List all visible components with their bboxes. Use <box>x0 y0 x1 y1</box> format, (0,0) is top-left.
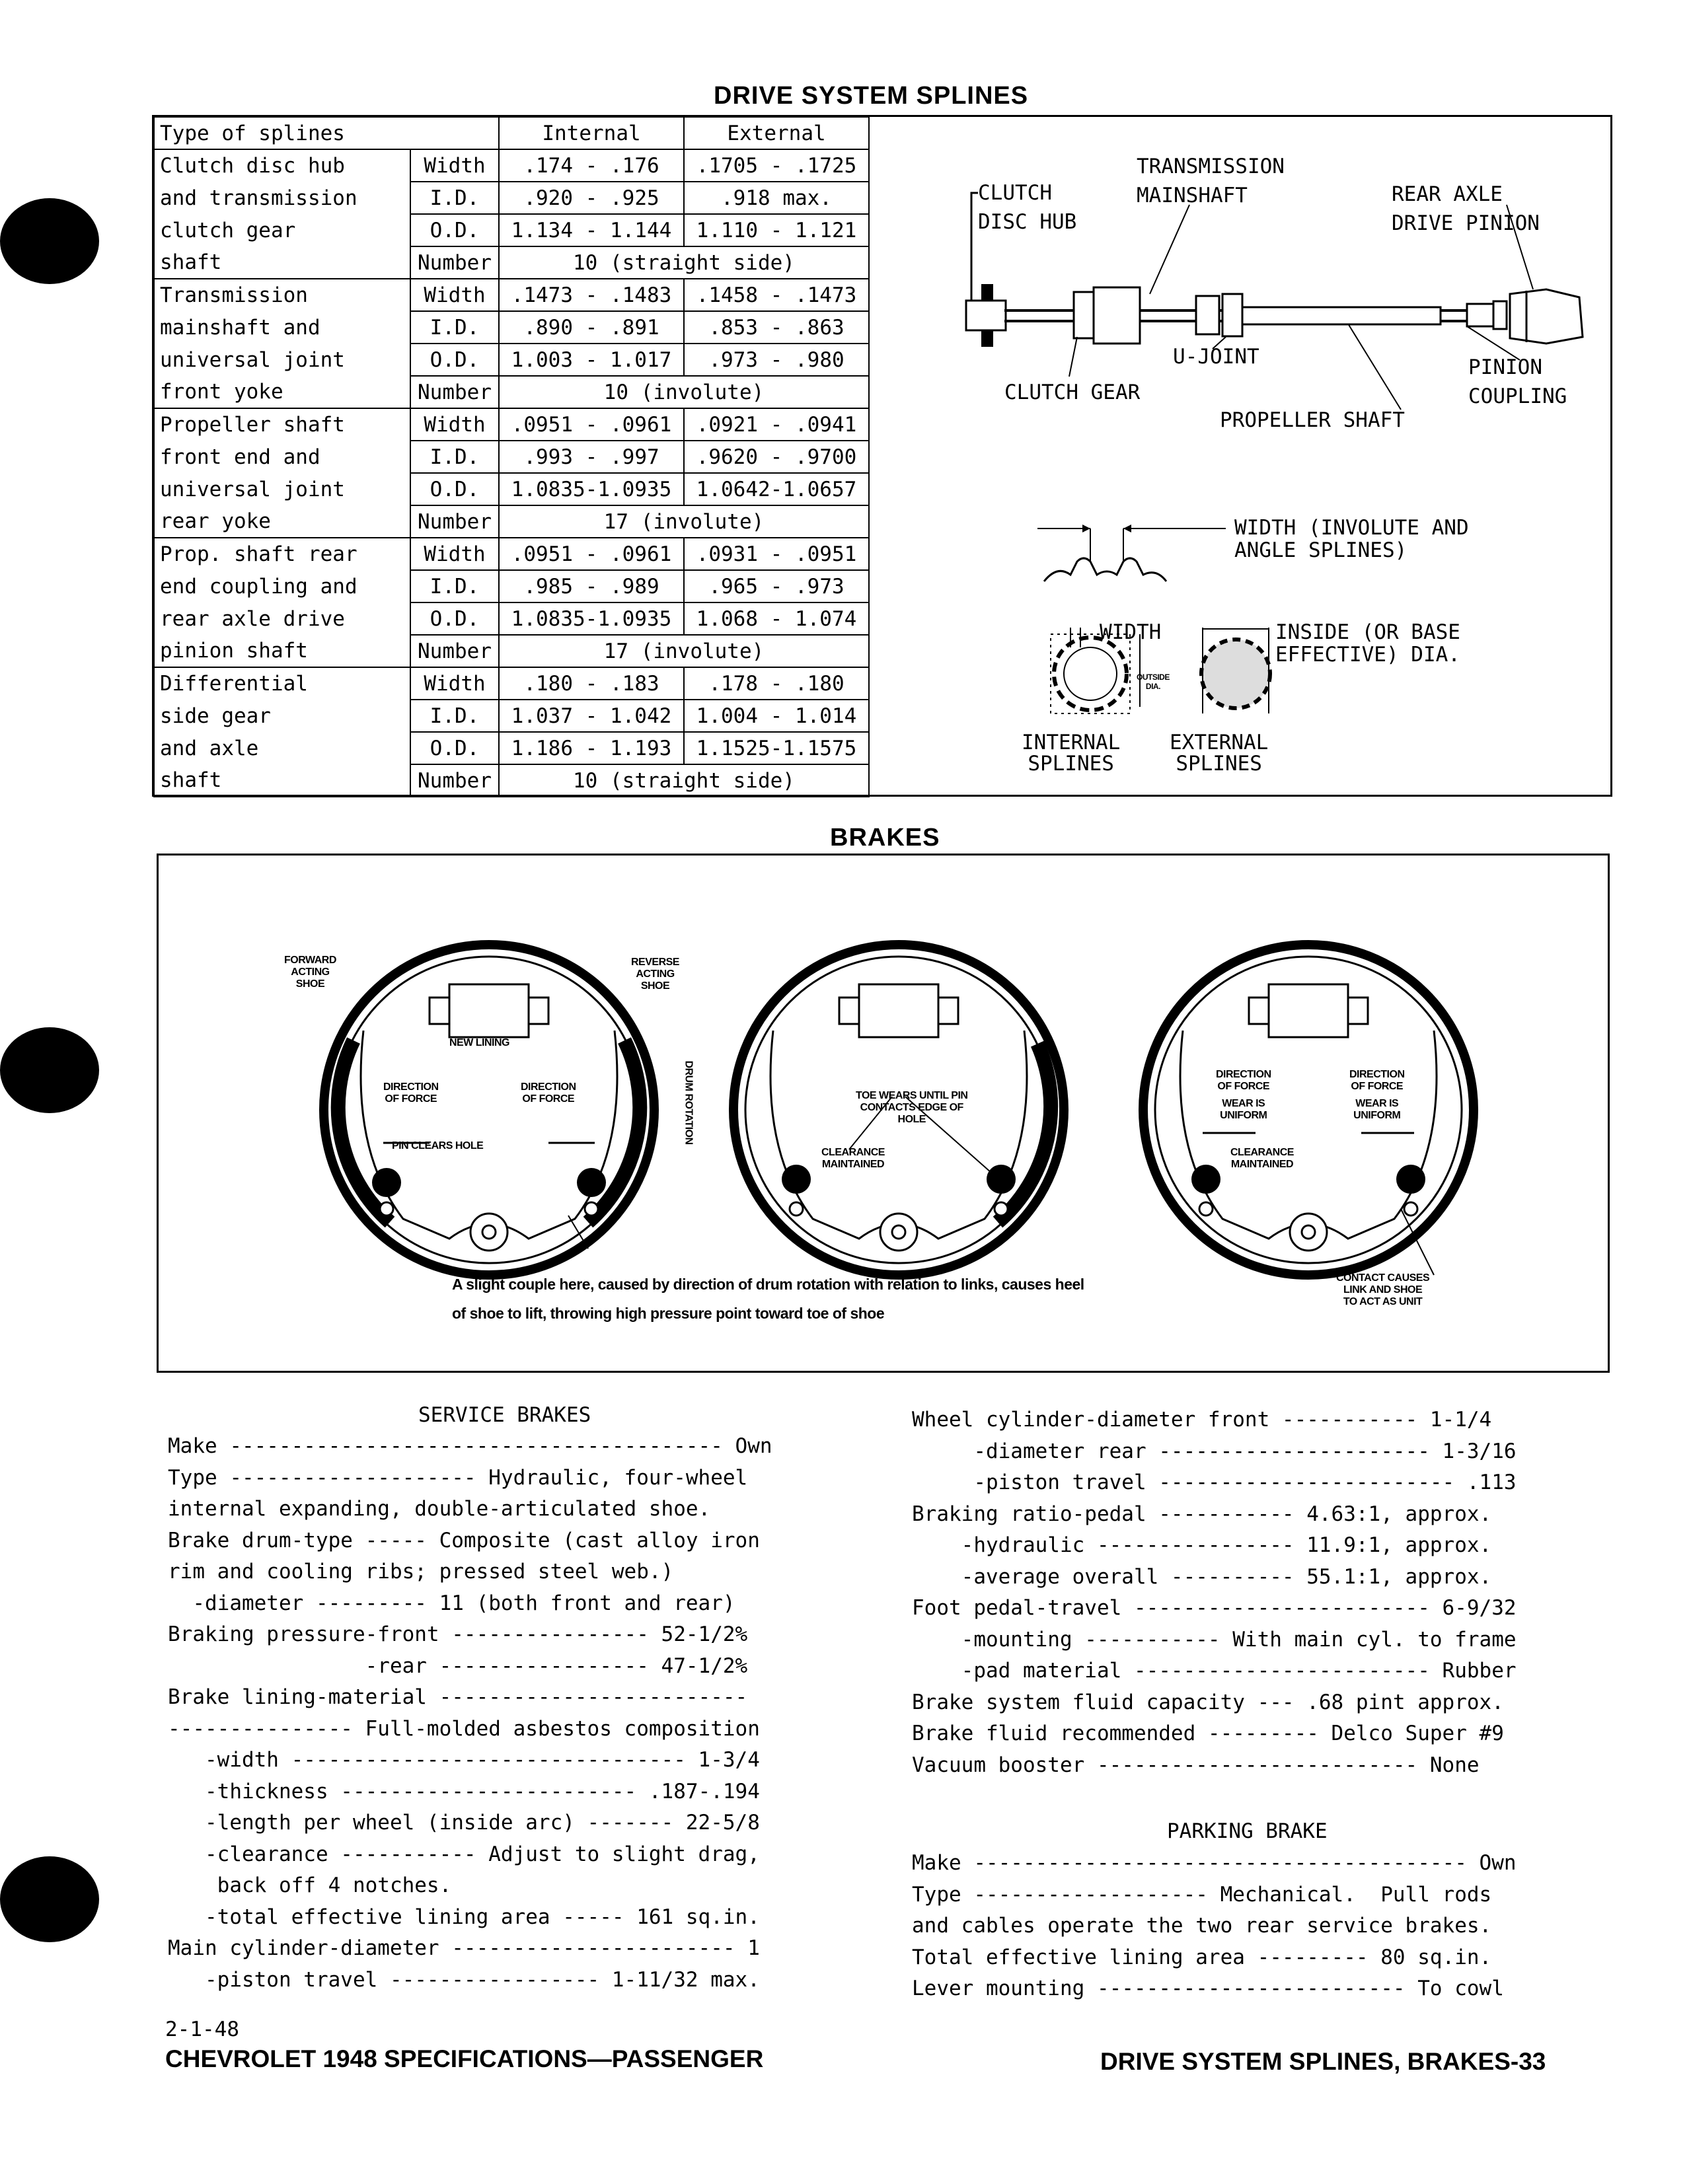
label-clutch-disc-hub: CLUTCH DISC HUB <box>978 181 1077 234</box>
label-direction-of-force-right: DIRECTION OF FORCE <box>521 1081 576 1105</box>
spline-external-cell: .9620 - .9700 <box>684 441 869 473</box>
spec-line: Vacuum booster -------------------------- None <box>912 1753 1480 1777</box>
spline-header-row <box>154 117 869 149</box>
label-reverse-acting-shoe: REVERSE ACTING SHOE <box>631 957 679 992</box>
spline-row <box>154 344 869 376</box>
label-pin-clears-hole: PIN CLEARS HOLE <box>392 1140 484 1151</box>
spline-dimension-cell: Width <box>410 149 499 182</box>
parking-brake-list <box>912 1848 1517 2005</box>
spline-external-cell: .1705 - .1725 <box>684 149 869 182</box>
spline-number-cell: 10 (straight side) <box>499 246 869 279</box>
label-contact-causes: CONTACT CAUSES LINK AND SHOE TO ACT AS UNIT <box>1336 1272 1430 1307</box>
spline-type-cell: and axle <box>154 732 410 764</box>
spline-external-cell: .178 - .180 <box>684 667 869 700</box>
spec-line: internal expanding, double-articulated shoe. <box>168 1497 711 1521</box>
spline-row <box>154 408 869 441</box>
label-propeller-shaft: PROPELLER SHAFT <box>1220 408 1405 432</box>
spec-line: Foot pedal-travel ------------------------ 6-9/32 <box>912 1596 1517 1620</box>
spline-external-cell: 1.0642-1.0657 <box>684 473 869 505</box>
spline-row <box>154 732 869 764</box>
spec-line: Brake drum-type ----- Composite (cast alloy iron <box>168 1528 760 1552</box>
spline-external-cell: .1458 - .1473 <box>684 279 869 311</box>
spline-type-cell: universal joint <box>154 344 410 376</box>
spline-dimension-cell: Width <box>410 408 499 441</box>
spec-line: Make ---------------------------------------- Own <box>168 1434 772 1458</box>
spec-line: --------------- Full-molded asbestos composition <box>168 1716 760 1741</box>
spline-type-cell: Clutch disc hub <box>154 149 410 182</box>
spline-row <box>154 182 869 214</box>
spec-line: -piston travel ----------------- 1-11/32 max. <box>168 1967 760 1992</box>
spline-internal-cell: .890 - .891 <box>499 311 684 344</box>
footer-date: 2-1-48 <box>165 2018 239 2041</box>
spline-type-cell: front end and <box>154 441 410 473</box>
spec-line: -total effective lining area ----- 161 sq.in. <box>168 1905 760 1929</box>
spline-internal-cell: .1473 - .1483 <box>499 279 684 311</box>
label-direction-wear-right: DIRECTION OF FORCE WEAR IS UNIFORM <box>1349 1069 1405 1121</box>
spec-line: Braking pressure-front ---------------- 52-1/2% <box>168 1622 748 1646</box>
label-pinion-coupling: PINION COUPLING <box>1468 355 1567 408</box>
spline-type-cell: shaft <box>154 764 410 797</box>
spline-external-cell: .853 - .863 <box>684 311 869 344</box>
spline-type-cell: rear yoke <box>154 505 410 538</box>
spline-section-title: DRIVE SYSTEM SPLINES <box>714 82 1029 110</box>
spec-line: Brake fluid recommended --------- Delco Super #9 <box>912 1722 1504 1745</box>
internal-header: Internal <box>499 117 684 149</box>
label-transmission-mainshaft: TRANSMISSION MAINSHAFT <box>1137 155 1285 207</box>
spline-internal-cell: .993 - .997 <box>499 441 684 473</box>
spline-type-cell: universal joint <box>154 473 410 505</box>
spline-row <box>154 441 869 473</box>
spline-internal-cell: 1.186 - 1.193 <box>499 732 684 764</box>
spline-row <box>154 635 869 667</box>
spline-dimension-cell: Number <box>410 635 499 667</box>
spline-row <box>154 505 869 538</box>
spline-row <box>154 667 869 700</box>
spline-type-cell: pinion shaft <box>154 635 410 667</box>
spline-external-cell: 1.1525-1.1575 <box>684 732 869 764</box>
spec-line: -average overall ---------- 55.1:1, approx. <box>912 1564 1492 1589</box>
spline-dimension-cell: O.D. <box>410 473 499 505</box>
label-clearance-maintained-right: CLEARANCE MAINTAINED <box>1230 1147 1294 1170</box>
right-specs-list <box>912 1404 1517 1781</box>
spec-line: -pad material ------------------------ Rubber <box>912 1659 1517 1683</box>
label-direction-of-force-left: DIRECTION OF FORCE <box>383 1081 439 1105</box>
label-drum-rotation: DRUM ROTATION <box>683 1060 694 1145</box>
spline-dimension-cell: O.D. <box>410 602 499 635</box>
label-internal-splines: INTERNAL SPLINES <box>1022 731 1121 776</box>
footer-right: DRIVE SYSTEM SPLINES, BRAKES-33 <box>1100 2048 1546 2075</box>
parking-brake-title: PARKING BRAKE <box>1167 1819 1328 1843</box>
spline-internal-cell: .985 - .989 <box>499 570 684 602</box>
spline-dimension-cell: Number <box>410 505 499 538</box>
spline-external-cell: .918 max. <box>684 182 869 214</box>
spline-dimension-cell: Number <box>410 376 499 408</box>
spline-external-cell: .0931 - .0951 <box>684 538 869 570</box>
spline-dimension-cell: O.D. <box>410 214 499 246</box>
label-clutch-gear: CLUTCH GEAR <box>1004 381 1141 404</box>
label-inside-dia: INSIDE (OR BASE EFFECTIVE) DIA. <box>1275 620 1460 667</box>
spline-type-cell: clutch gear <box>154 214 410 246</box>
spec-line: Braking ratio-pedal ----------- 4.63:1, approx. <box>912 1502 1492 1526</box>
brakes-section-title: BRAKES <box>830 824 940 852</box>
spline-number-cell: 10 (straight side) <box>499 764 869 797</box>
spline-row <box>154 700 869 732</box>
spec-line: Wheel cylinder-diameter front ----------- 1-1/4 <box>912 1408 1492 1432</box>
spline-type-cell: Propeller shaft <box>154 408 410 441</box>
service-brakes-title: SERVICE BRAKES <box>418 1403 591 1427</box>
spline-external-cell: .0921 - .0941 <box>684 408 869 441</box>
spec-line: Brake system fluid capacity --- .68 pint approx. <box>912 1690 1504 1714</box>
footer-left: CHEVROLET 1948 SPECIFICATIONS—PASSENGER <box>165 2045 764 2072</box>
spline-number-cell: 17 (involute) <box>499 505 869 538</box>
label-clearance-maintained-middle: CLEARANCE MAINTAINED <box>821 1147 885 1170</box>
spline-internal-cell: .0951 - .0961 <box>499 408 684 441</box>
spline-row <box>154 570 869 602</box>
spline-row <box>154 473 869 505</box>
spline-dimension-cell: O.D. <box>410 732 499 764</box>
spec-line: Total effective lining area --------- 80 sq.in. <box>912 1945 1492 1969</box>
spline-internal-cell: .174 - .176 <box>499 149 684 182</box>
label-direction-wear-left: DIRECTION OF FORCE WEAR IS UNIFORM <box>1216 1069 1271 1121</box>
spline-type-cell: mainshaft and <box>154 311 410 344</box>
spline-external-cell: 1.004 - 1.014 <box>684 700 869 732</box>
spline-row <box>154 246 869 279</box>
binder-hole-middle <box>0 1027 99 1113</box>
spline-dimension-cell: I.D. <box>410 182 499 214</box>
spline-row <box>154 149 869 182</box>
spline-dimension-cell: I.D. <box>410 700 499 732</box>
spec-line: -hydraulic ---------------- 11.9:1, approx. <box>912 1533 1492 1557</box>
spline-dimension-cell: Width <box>410 538 499 570</box>
spline-row <box>154 214 869 246</box>
spec-line: -mounting ----------- With main cyl. to frame <box>912 1627 1517 1652</box>
spec-line: -width -------------------------------- 1-3/4 <box>168 1748 760 1772</box>
spline-type-cell: Prop. shaft rear <box>154 538 410 570</box>
spline-dimension-cell: Width <box>410 279 499 311</box>
spline-dimension-cell: Number <box>410 246 499 279</box>
spec-line: and cables operate the two rear service brakes. <box>912 1914 1492 1938</box>
spline-number-cell: 17 (involute) <box>499 635 869 667</box>
spec-line: -clearance ----------- Adjust to slight drag, <box>168 1842 760 1866</box>
label-outside-dia: OUTSIDE DIA. <box>1137 673 1170 691</box>
spec-line: Lever mounting ------------------------- To cowl <box>912 1977 1504 2000</box>
spline-external-cell: .973 - .980 <box>684 344 869 376</box>
spline-type-cell: front yoke <box>154 376 410 408</box>
label-forward-acting-shoe: FORWARD ACTING SHOE <box>284 955 336 990</box>
label-new-lining: NEW LINING <box>449 1037 509 1048</box>
spline-type-cell: shaft <box>154 246 410 279</box>
spline-type-cell: side gear <box>154 700 410 732</box>
spec-line: -piston travel ------------------------ .113 <box>912 1471 1517 1494</box>
spec-line: back off 4 notches. <box>168 1874 452 1897</box>
spline-internal-cell: 1.0835-1.0935 <box>499 602 684 635</box>
spline-row <box>154 311 869 344</box>
binder-hole-bottom <box>0 1856 99 1942</box>
label-width-involute: WIDTH (INVOLUTE AND ANGLE SPLINES) <box>1234 516 1469 562</box>
spec-line: rim and cooling ribs; pressed steel web.) <box>168 1560 674 1583</box>
spline-dimension-cell: Number <box>410 764 499 797</box>
spline-row <box>154 602 869 635</box>
spline-internal-cell: .180 - .183 <box>499 667 684 700</box>
spline-type-cell: Transmission <box>154 279 410 311</box>
spec-line: -thickness ------------------------ .187-.194 <box>168 1779 760 1803</box>
spline-internal-cell: 1.037 - 1.042 <box>499 700 684 732</box>
spec-line: Type ------------------- Mechanical. Pull rods <box>912 1882 1492 1907</box>
label-rear-axle-drive-pinion: REAR AXLE DRIVE PINION <box>1392 182 1540 235</box>
spec-line: -diameter --------- 11 (both front and rear) <box>168 1591 735 1615</box>
binder-hole-top <box>0 198 99 284</box>
spline-dimension-cell: I.D. <box>410 570 499 602</box>
spec-line: Main cylinder-diameter ----------------------- 1 <box>168 1936 760 1960</box>
spline-type-cell: end coupling and <box>154 570 410 602</box>
external-header: External <box>684 117 869 149</box>
label-width: WIDTH <box>1100 620 1162 644</box>
spec-line: -length per wheel (inside arc) ------- 22-5/8 <box>168 1811 760 1835</box>
spline-external-cell: 1.110 - 1.121 <box>684 214 869 246</box>
spline-row <box>154 764 869 797</box>
spline-table <box>153 116 870 797</box>
spline-dimension-cell: Width <box>410 667 499 700</box>
spline-internal-cell: 1.003 - 1.017 <box>499 344 684 376</box>
spline-dimension-cell: I.D. <box>410 441 499 473</box>
spline-internal-cell: .0951 - .0961 <box>499 538 684 570</box>
spline-type-cell: and transmission <box>154 182 410 214</box>
spline-type-cell: Differential <box>154 667 410 700</box>
spec-line: Type -------------------- Hydraulic, four-wheel <box>168 1465 748 1490</box>
spline-external-cell: 1.068 - 1.074 <box>684 602 869 635</box>
label-toe-wears: TOE WEARS UNTIL PIN CONTACTS EDGE OF HOLE <box>856 1090 968 1125</box>
spline-row <box>154 376 869 408</box>
spline-row <box>154 279 869 311</box>
spec-line: -rear ----------------- 47-1/2% <box>168 1654 748 1678</box>
spline-internal-cell: 1.0835-1.0935 <box>499 473 684 505</box>
spline-internal-cell: .920 - .925 <box>499 182 684 214</box>
label-external-splines: EXTERNAL SPLINES <box>1170 731 1269 776</box>
spline-type-cell: rear axle drive <box>154 602 410 635</box>
spline-internal-cell: 1.134 - 1.144 <box>499 214 684 246</box>
spline-dimension-cell: O.D. <box>410 344 499 376</box>
type-header: Type of splines <box>154 117 499 149</box>
spline-dimension-cell: I.D. <box>410 311 499 344</box>
spec-line: -diameter rear ---------------------- 1-3/16 <box>912 1439 1517 1463</box>
service-brakes-list <box>168 1431 772 1996</box>
label-u-joint: U-JOINT <box>1173 345 1259 369</box>
spline-external-cell: .965 - .973 <box>684 570 869 602</box>
spec-line: Make ---------------------------------------- Own <box>912 1851 1517 1875</box>
spec-line: Brake lining-material ------------------------- <box>168 1685 748 1709</box>
brakes-caption: A slight couple here, caused by direction of drum rotation with relation to links, causes heel of shoe to lift, throwing high pressure point toward toe of shoe <box>452 1276 1084 1322</box>
spline-number-cell: 10 (involute) <box>499 376 869 408</box>
spline-row <box>154 538 869 570</box>
